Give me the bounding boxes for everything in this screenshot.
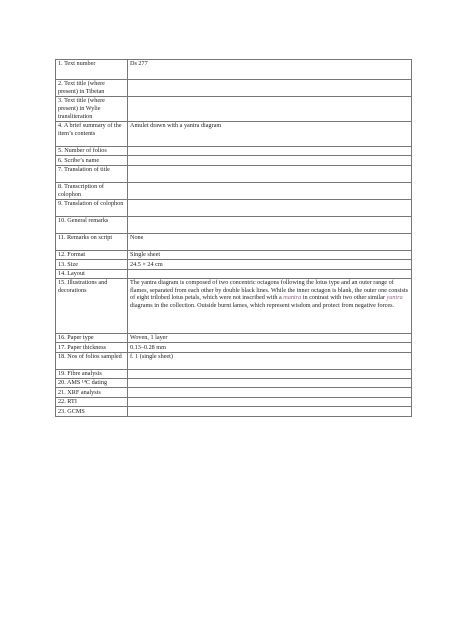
row-label: 22. RTI bbox=[56, 397, 128, 406]
table-row bbox=[56, 397, 412, 406]
table-row bbox=[56, 407, 412, 416]
row-label: 10. General remarks bbox=[56, 216, 128, 233]
row-label: 4. A brief summary of the item’s contents bbox=[56, 122, 128, 147]
row-value: 24.5 × 24 cm bbox=[128, 260, 412, 269]
row-label: 2. Text title (where present) in Tibetan bbox=[56, 80, 128, 97]
table-row bbox=[56, 216, 412, 233]
table-row bbox=[56, 260, 412, 269]
table-row bbox=[56, 369, 412, 378]
row-label: 1. Text number bbox=[56, 60, 128, 80]
row-label: 18. Nos of folios sampled bbox=[56, 352, 128, 369]
table-row bbox=[56, 333, 412, 342]
mantra-term: mantra bbox=[283, 294, 302, 302]
row-value bbox=[128, 269, 412, 278]
row-label: 15. Illustrations and decorations bbox=[56, 278, 128, 333]
row-label: 19. Fibre analysis bbox=[56, 369, 128, 378]
row-value bbox=[128, 407, 412, 416]
row-label: 13. Size bbox=[56, 260, 128, 269]
row-value: Ds 277 bbox=[128, 60, 412, 80]
row-label: 7. Translation of title bbox=[56, 165, 128, 182]
row-value: Woven, 1 layer bbox=[128, 333, 412, 342]
row-label: 5. Number of folios bbox=[56, 147, 128, 156]
row-label: 11. Remarks on script bbox=[56, 233, 128, 250]
table-row bbox=[56, 199, 412, 216]
row-value bbox=[128, 97, 412, 122]
row-label: 8. Transcription of colophon bbox=[56, 182, 128, 199]
row-value bbox=[128, 156, 412, 165]
row-value: Amulet drawn with a yantra diagram bbox=[128, 122, 412, 147]
description-text: The yantra diagram is composed of two concentric octagons following the lotus type and an outer range of flames, separated from each other by double black lines. While the inner octagon is blank, the outer one consists of eight trilobed lotus petals, which were not inscribed with a bbox=[130, 279, 409, 302]
description-text: in contrast with two other similar bbox=[301, 294, 387, 302]
row-label: 6. Scribe’s name bbox=[56, 156, 128, 165]
yantra-term: yantra bbox=[386, 294, 403, 302]
row-value bbox=[128, 165, 412, 182]
row-value: Single sheet bbox=[128, 250, 412, 259]
table-row bbox=[56, 97, 412, 122]
row-label: 20. AMS ¹⁴C dating bbox=[56, 379, 128, 388]
row-label: 12. Format bbox=[56, 250, 128, 259]
table-row bbox=[56, 122, 412, 147]
row-value: None bbox=[128, 233, 412, 250]
table-row bbox=[56, 156, 412, 165]
row-value bbox=[128, 80, 412, 97]
row-value bbox=[128, 199, 412, 216]
table-row bbox=[56, 343, 412, 352]
row-label: 9. Translation of colophon bbox=[56, 199, 128, 216]
row-label: 17. Paper thickness bbox=[56, 343, 128, 352]
table-row bbox=[56, 233, 412, 250]
table-row bbox=[56, 80, 412, 97]
row-label: 21. XRF analysis bbox=[56, 388, 128, 397]
row-label: 14. Layout bbox=[56, 269, 128, 278]
table-row bbox=[56, 147, 412, 156]
table-row bbox=[56, 388, 412, 397]
table-row bbox=[56, 352, 412, 369]
row-label: 23. GCMS bbox=[56, 407, 128, 416]
illustrations-description bbox=[128, 278, 412, 333]
table-row bbox=[56, 379, 412, 388]
row-value bbox=[128, 216, 412, 233]
row-label: 3. Text title (where present) in Wylie transliteration bbox=[56, 97, 128, 122]
row-value: f. 1 (single sheet) bbox=[128, 352, 412, 369]
table-row bbox=[56, 182, 412, 199]
row-value bbox=[128, 388, 412, 397]
catalogue-table bbox=[55, 59, 412, 417]
row-value bbox=[128, 397, 412, 406]
row-value bbox=[128, 369, 412, 378]
table-row bbox=[56, 278, 412, 333]
row-value: 0.13–0.28 mm bbox=[128, 343, 412, 352]
row-label: 16. Paper type bbox=[56, 333, 128, 342]
row-value bbox=[128, 379, 412, 388]
description-text: diagrams in the collection. Outside burnt lames, which represent wisdom and protect from negative forces. bbox=[130, 302, 395, 310]
row-value bbox=[128, 182, 412, 199]
table-row bbox=[56, 165, 412, 182]
table-row bbox=[56, 60, 412, 80]
row-value bbox=[128, 147, 412, 156]
table-row bbox=[56, 250, 412, 259]
table-row bbox=[56, 269, 412, 278]
